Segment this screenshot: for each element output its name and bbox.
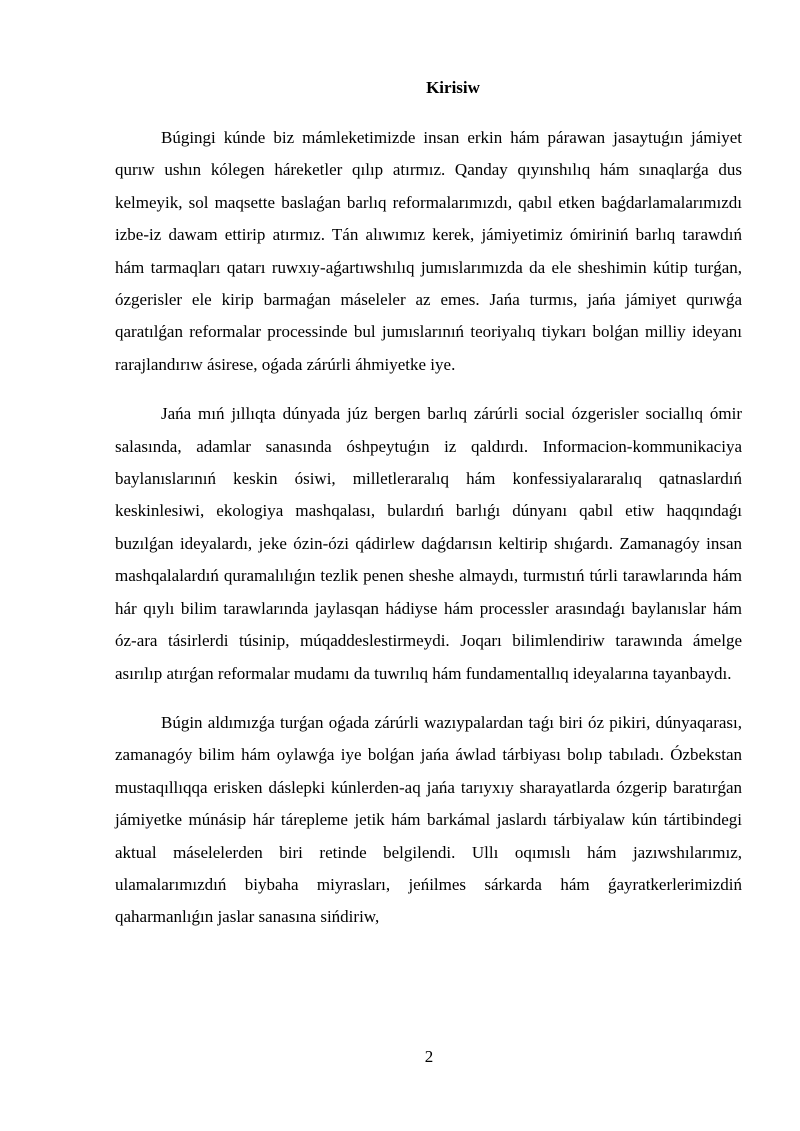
body-text <box>115 122 742 934</box>
paragraph-3: Búgin aldımızǵa turǵan oǵada zárúrli wazıypalardan taǵı biri óz pikiri, dúnyaqarası, zamanagóy bilim hám oylawǵa iye bolǵan jańa áwlad tárbiyası bolıp tabıladı. Ózbekstan mustaqıllıqqa erisken dáslepki kúnlerden-aq jańa tarıyxıy sharayatlarda ózgerip baratırǵan jámiyetke múnásip hár tárepleme jetik hám barkámal jaslardı tárbiyalaw kún tártibindegi aktual máselelerden biri retinde belgilendi. Ullı oqımıslı hám jazıwshılarımız, ulamalarımızdıń biybaha miyrasları, jeńilmes sárkarda hám ǵayratkerlerimizdiń qaharmanlıǵın jaslar sanasına sińdiriw, <box>115 712 742 927</box>
page-number: 2 <box>424 1047 434 1066</box>
paragraph-1: Búgingi kúnde biz mámleketimizde insan erkin hám párawan jasaytuǵın jámiyet qurıw ushın kólegen háreketler qılıp atırmız. Qanday qıyınshılıq hám sınaqlarǵa dus kelmeyik, sol maqsette baslaǵan barlıq reformalarımızdı, qabıl etken baǵdarlamalarımızdı izbe-iz dawam ettirip atırmız. Tán alıwımız kerek, jámiyetimiz ómiriniń barlıq tarawdıń hám tarmaqları qatarı ruwxıy-aǵartıwshılıq jumıslarımızda da ele sheshimin kútip turǵan, ózgerisler ele kirip barmaǵan máseleler az emes. Jańa turmıs, jańa jámiyet qurıwǵa qaratılǵan reformalar processinde bul jumıslarınıń teoriyalıq tiykarı bolǵan milliy ideyanı rarajlandırıw ásirese, oǵada zárúrli áhmiyetke iye. <box>115 128 742 374</box>
section-title: Kirisiw <box>426 78 480 97</box>
paragraph-2: Jańa mıń jıllıqta dúnyada júz bergen barlıq zárúrli social ózgerisler sociallıq ómir salasında, adamlar sanasında óshpeytuǵın iz qaldırdı. Informacion-kommunikaciya baylanıslarınıń keskin ósiwi, milletleraralıq hám konfessiyalararalıq qatnaslardıń keskinlesiwi, ekologiya mashqalası, bulardıń barlıǵı dúnyanı qabıl etiw haqqındaǵı buzılǵan ideyalardı, jeke ózin-ózi qádirlew daǵdarısın keltirip shıǵardı. Zamanagóy insan mashqalalardıń quramalılıǵın tezlik penen sheshe almaydı, turmıstıń túrli tarawlarında hám hár qıylı bilim tarawlarında jaylasqan hádiyse hám processler arasındaǵı baylanıslar hám óz-ara tásirlerdi túsinip, múqaddeslestirmeydi. Joqarı bilimlendiriw tarawında ámelge asırılıp atırǵan reformalar mudamı da tuwrılıq hám fundamentallıq ideyalarına tayanbaydı. <box>115 404 742 683</box>
